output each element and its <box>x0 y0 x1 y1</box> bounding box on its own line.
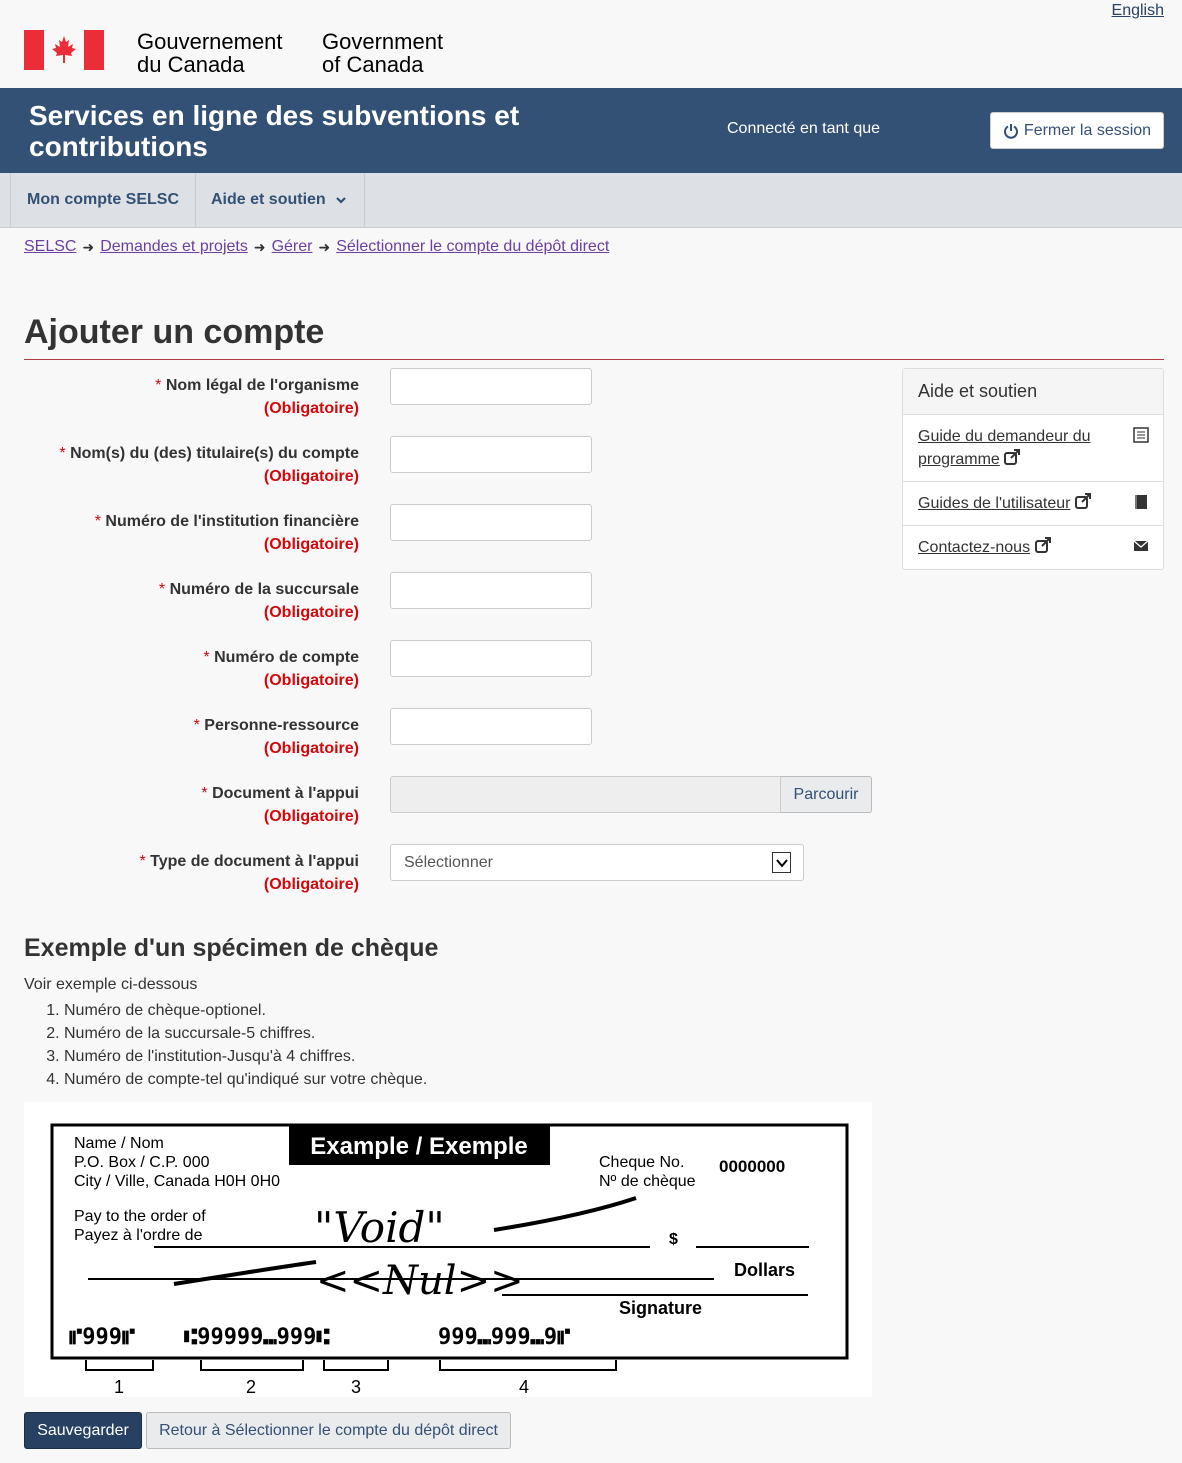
cheque-micr-2: ⑆99999⑉999⑆ <box>184 1325 330 1350</box>
list-item: 1. Numéro de chèque-optionel. <box>64 999 427 1022</box>
book-icon <box>1133 494 1149 510</box>
field-label: * Numéro de la succursale (Obligatoire) <box>19 578 359 624</box>
cheque-micr-1: ⑈999⑈ <box>69 1325 136 1350</box>
cheque-specimen-image <box>24 1102 872 1397</box>
succursale-input[interactable] <box>390 572 592 609</box>
guide-demandeur-link[interactable]: Guide du demandeur du programme <box>918 428 1091 468</box>
signature-en-line1: Government <box>322 29 444 54</box>
institution-input[interactable] <box>390 504 592 541</box>
app-title[interactable] <box>29 100 519 162</box>
signature-en <box>322 30 443 76</box>
breadcrumb-link-gerer[interactable]: Gérer <box>271 238 313 255</box>
numero-compte-input[interactable] <box>390 640 592 677</box>
cheque-example-banner: Example / Exemple <box>310 1133 528 1160</box>
help-link-guides-utilisateur <box>903 482 1163 526</box>
required-text: (Obligatoire) <box>263 604 359 621</box>
chevron-down-icon <box>334 193 348 207</box>
cheque-marker-4: 4 <box>518 1377 530 1397</box>
required-text: (Obligatoire) <box>263 536 359 553</box>
select-value: Sélectionner <box>404 853 493 871</box>
canada-flag-icon <box>24 30 104 70</box>
power-icon <box>1003 123 1019 139</box>
breadcrumb <box>24 238 609 256</box>
signature-fr-line1: Gouvernement <box>137 29 283 54</box>
list-item: 3. Numéro de l'institution-Jusqu'à 4 chiffres. <box>64 1045 427 1068</box>
menu-item-aide-soutien[interactable] <box>195 173 365 227</box>
cheque-steps-list <box>24 999 427 1091</box>
personne-ressource-input[interactable] <box>390 708 592 745</box>
breadcrumb-link-selsc[interactable]: SELSC <box>24 238 77 255</box>
main-menu <box>0 173 1182 228</box>
menu-item-label: Aide et soutien <box>211 191 326 208</box>
logged-in-label: Connecté en tant que <box>727 120 881 137</box>
field-label: * Nom(s) du (des) titulaire(s) du compte (Obligatoire) <box>19 442 359 488</box>
cheque-marker-1: 1 <box>113 1377 125 1397</box>
file-name-box[interactable] <box>390 776 781 813</box>
document-file-input[interactable] <box>390 776 872 813</box>
cheque-section-title: Exemple d'un spécimen de chèque <box>24 934 439 962</box>
field-label: * Type de document à l'appui (Obligatoire) <box>19 850 359 896</box>
cheque-no-line2: Nº de chèque <box>599 1173 696 1190</box>
contactez-nous-link[interactable]: Contactez-nous <box>918 539 1031 556</box>
help-link-contactez <box>903 526 1163 569</box>
logout-label: Fermer la session <box>1023 121 1152 139</box>
cheque-marker-2: 2 <box>245 1377 257 1397</box>
signature-en-line2: of Canada <box>322 52 424 77</box>
cheque-no-line1: Cheque No. <box>599 1154 685 1171</box>
required-text: (Obligatoire) <box>263 808 359 825</box>
browse-button[interactable]: Parcourir <box>781 776 872 813</box>
help-panel-title: Aide et soutien <box>903 369 1163 415</box>
logout-button[interactable] <box>990 112 1164 149</box>
cheque-dollars-label: Dollars <box>734 1260 796 1280</box>
list-item: 2. Numéro de la succursale-5 chiffres. <box>64 1022 427 1045</box>
nom-legal-input[interactable] <box>390 368 592 405</box>
titulaires-input[interactable] <box>390 436 592 473</box>
cheque-no-value: 0000000 <box>719 1157 786 1176</box>
page-title: Ajouter un compte <box>24 313 325 351</box>
cheque-name-line2: P.O. Box / C.P. 000 <box>74 1154 210 1171</box>
breadcrumb-link-selectionner[interactable]: Sélectionner le compte du dépôt direct <box>336 238 610 255</box>
field-label: * Numéro de l'institution financière (Obligatoire) <box>19 510 359 556</box>
external-link-icon <box>1035 537 1051 553</box>
field-label: * Document à l'appui (Obligatoire) <box>19 782 359 828</box>
cheque-void-handwriting: "Void" <box>314 1203 445 1252</box>
required-text: (Obligatoire) <box>263 672 359 689</box>
language-toggle-link[interactable]: English <box>1111 2 1164 19</box>
cheque-pay-line1: Pay to the order of <box>74 1208 206 1225</box>
back-button[interactable]: Retour à Sélectionner le compte du dépôt direct <box>146 1412 511 1449</box>
app-title-line2: contributions <box>29 131 208 162</box>
help-panel <box>902 368 1164 570</box>
title-divider <box>24 359 1164 360</box>
list-item: 4. Numéro de compte-tel qu'indiqué sur votre chèque. <box>64 1068 427 1091</box>
help-link-guide-demandeur <box>903 415 1163 482</box>
arrow-right-icon: ➜ <box>82 238 95 255</box>
cheque-name-line1: Name / Nom <box>74 1135 164 1152</box>
cheque-micr-4: 999⑉999⑉9⑈ <box>438 1325 571 1350</box>
cheque-intro: Voir exemple ci-dessous <box>24 976 198 993</box>
maple-leaf-icon <box>52 36 76 64</box>
breadcrumb-link-demandes[interactable]: Demandes et projets <box>100 238 248 255</box>
external-link-icon <box>1075 493 1091 509</box>
field-label: * Nom légal de l'organisme (Obligatoire) <box>19 374 359 420</box>
signature-fr-line2: du Canada <box>137 52 245 77</box>
guides-utilisateur-link[interactable]: Guides de l'utilisateur <box>918 495 1071 512</box>
cheque-name-line3: City / Ville, Canada H0H 0H0 <box>74 1173 281 1190</box>
app-title-line1: Services en ligne des subventions et <box>29 100 520 131</box>
cheque-dollar-sign: $ <box>669 1231 678 1248</box>
signature-fr <box>137 30 283 76</box>
external-link-icon <box>1004 449 1020 465</box>
menu-item-mon-compte[interactable] <box>10 173 196 227</box>
list-icon <box>1133 427 1149 443</box>
app-banner <box>0 88 1182 173</box>
required-text: (Obligatoire) <box>263 876 359 893</box>
cheque-pay-line2: Payez à l'ordre de <box>74 1227 203 1244</box>
type-document-select[interactable] <box>390 844 804 881</box>
arrow-right-icon: ➜ <box>253 238 266 255</box>
save-button[interactable]: Sauvegarder <box>24 1412 142 1449</box>
required-text: (Obligatoire) <box>263 468 359 485</box>
envelope-icon <box>1133 538 1149 554</box>
field-label: * Numéro de compte (Obligatoire) <box>19 646 359 692</box>
required-text: (Obligatoire) <box>263 400 359 417</box>
cheque-marker-3: 3 <box>350 1377 362 1397</box>
field-label: * Personne-ressource (Obligatoire) <box>19 714 359 760</box>
menu-item-label: Mon compte SELSC <box>27 191 180 208</box>
required-text: (Obligatoire) <box>263 740 359 757</box>
cheque-nul-handwriting: <<Nul>> <box>316 1258 524 1304</box>
arrow-right-icon: ➜ <box>318 238 331 255</box>
cheque-signature-label: Signature <box>619 1298 703 1318</box>
canada-flag-logo <box>24 30 104 70</box>
dropdown-arrow-icon[interactable] <box>772 852 791 873</box>
